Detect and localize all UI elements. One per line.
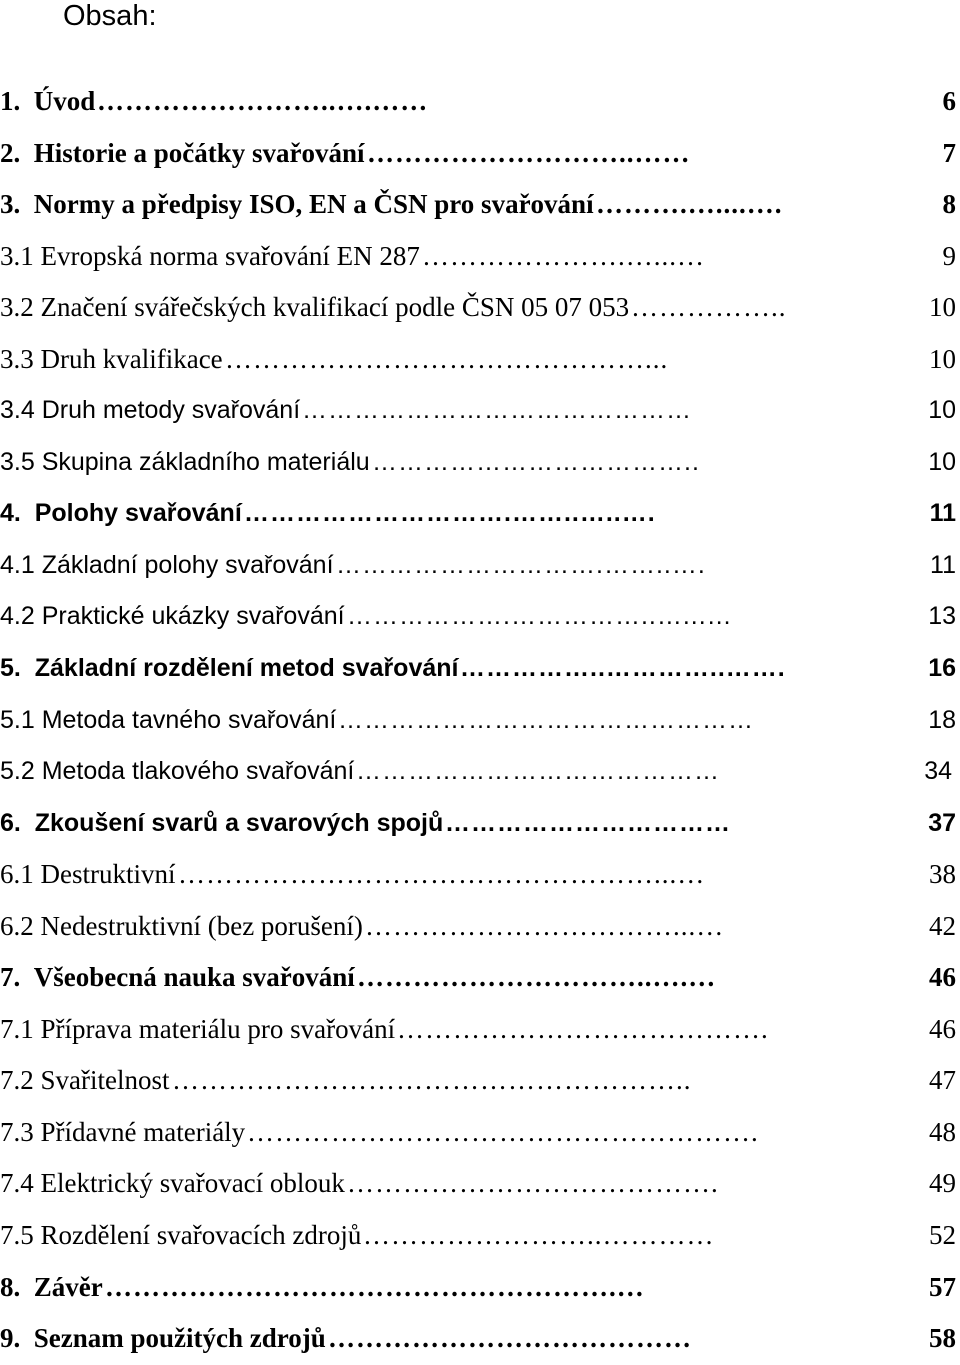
toc-page-number: 58 [929,1323,956,1354]
toc-entry [0,231,960,283]
toc-leader-dots: ……………………………………………...… [178,859,706,890]
toc-entry [0,334,960,386]
toc-entry [0,437,960,489]
toc-leader-dots: ……………..…………..……. [460,654,786,683]
toc-leader-dots: ………………………….……..…. [336,550,706,579]
toc-entry [0,1313,960,1365]
toc-page-number: 57 [929,1271,956,1302]
toc-entry [0,1158,960,1210]
toc-leader-dots: …………………………………… [356,757,720,786]
toc-entry [0,746,960,798]
toc-entry-label: 4.1 Základní polohy svařování [0,550,334,579]
toc-entry [0,488,960,540]
toc-entry-label: 5.2 Metoda tlakového svařování [0,757,355,786]
toc-entry [0,1004,960,1056]
toc-leader-dots: ………………………………… [328,1323,692,1354]
toc-page-number: 46 [929,962,956,993]
toc-page-number: 7 [942,137,956,168]
toc-entry [0,282,960,334]
toc-entry-label: 3. Normy a předpisy ISO, EN a ČSN pro svařování [0,189,594,220]
toc-page-number: 9 [942,240,956,271]
toc-leader-dots: ……….…....…. [596,189,783,220]
toc-entry [0,385,960,437]
toc-entry [0,849,960,901]
toc-entry-label: 7.3 Přídavné materiály [0,1116,246,1147]
toc-entry-label: 6.1 Destruktivní [0,859,176,890]
toc-page-number: 49 [929,1168,956,1199]
toc-leader-dots: ………………………….……..…..…. [244,499,656,528]
toc-leader-dots: ……………………………...… [365,910,725,941]
toc-page-number: 47 [929,1065,956,1096]
toc-page-number: 48 [929,1116,956,1147]
toc-entry-label: 2. Historie a počátky svařování [0,137,365,168]
toc-leader-dots: ……………………………….. [372,447,700,476]
toc-entry-label: 4. Polohy svařování [0,499,242,528]
toc-page-number: 11 [930,550,956,579]
toc-page-number: 10 [929,343,956,374]
toc-entry [0,901,960,953]
toc-entry-label: 3.1 Evropská norma svařování EN 287 [0,240,420,271]
toc-entry [0,1107,960,1159]
toc-leader-dots: …………………………………. [397,1013,769,1044]
toc-leader-dots: …………………………… [445,808,731,837]
toc-page-number: 38 [929,859,956,890]
toc-page-number: 10 [928,396,956,425]
toc-page-number: 16 [928,654,956,683]
toc-entry [0,540,960,592]
toc-page-number: 34 [924,757,952,786]
toc-page-number: 46 [929,1013,956,1044]
toc-page-number: 52 [929,1220,956,1251]
toc-leader-dots: ……………….……………..…...… [347,602,733,631]
toc-page-number: 10 [928,447,956,476]
toc-leader-dots: ……………………..….…… [97,86,429,116]
toc-leader-dots: …………….. [631,292,787,323]
toc-entry-label: 6. Zkoušení svarů a svarových spojů [0,808,444,837]
toc-leader-dots: ……………………………………………….… [105,1271,645,1302]
toc-page-number: 13 [928,602,956,631]
table-of-contents [0,76,960,1365]
toc-entry-label: 6.2 Nedestruktivní (bez porušení) [0,910,363,941]
toc-entry-label: 5.1 Metoda tavného svařování [0,705,337,734]
toc-entry [0,643,960,695]
toc-leader-dots: ………………………………………… [338,705,754,734]
toc-leader-dots: …………………………………. [347,1168,719,1199]
toc-entry [0,1262,960,1314]
toc-page-number: 10 [929,292,956,323]
toc-entry-label: 1. Úvod [0,86,96,116]
toc-page-number: 42 [929,910,956,941]
toc-page-number: 11 [929,499,956,528]
toc-leader-dots: ……………………………………………….. [172,1065,692,1096]
toc-leader-dots: ………………………..…… [367,137,691,168]
toc-leader-dots: ……………………………………… [302,396,692,425]
toc-entry [0,1055,960,1107]
toc-leader-dots: ……………………..………… [363,1220,715,1251]
toc-leader-dots: ………………….…...… [422,240,705,271]
toc-entry-label: 4.2 Praktické ukázky svařování [0,602,345,631]
toc-entry-label: 7. Všeobecná nauka svařování [0,962,355,993]
page-title: Obsah: [63,0,157,32]
toc-entry-label: 3.5 Skupina základního materiálu [0,447,370,476]
toc-entry-label: 5. Základní rozdělení metod svařování [0,654,459,683]
toc-entry-label: 7.4 Elektrický svařovací oblouk [0,1168,345,1199]
toc-entry [0,1210,960,1262]
toc-entry-label: 8. Závěr [0,1271,103,1302]
toc-page-number: 18 [928,705,956,734]
toc-entry [0,798,960,850]
toc-entry-label: 9. Seznam použitých zdrojů [0,1323,326,1354]
toc-entry [0,128,960,180]
toc-entry [0,952,960,1004]
toc-entry [0,591,960,643]
toc-leader-dots: …………………………..….… [357,962,717,993]
toc-leader-dots: ………………………………………………. [247,1116,759,1147]
toc-entry-label: 3.3 Druh kvalifikace [0,343,223,374]
toc-entry-label: 7.2 Svařitelnost [0,1065,170,1096]
toc-entry-label: 7.5 Rozdělení svařovacích zdrojů [0,1220,362,1251]
toc-page-number: 8 [942,189,956,220]
toc-entry [0,695,960,747]
toc-entry [0,179,960,231]
toc-entry-label: 3.2 Značení svářečských kvalifikací podle ČSN 05 07 053 [0,292,630,323]
toc-leader-dots: ………………………………………... [225,343,669,374]
toc-entry-label: 7.1 Příprava materiálu pro svařování [0,1013,396,1044]
toc-page-number: 37 [928,808,956,837]
toc-entry-label: 3.4 Druh metody svařování [0,396,301,425]
toc-entry [0,76,960,128]
toc-page-number: 6 [942,86,956,116]
